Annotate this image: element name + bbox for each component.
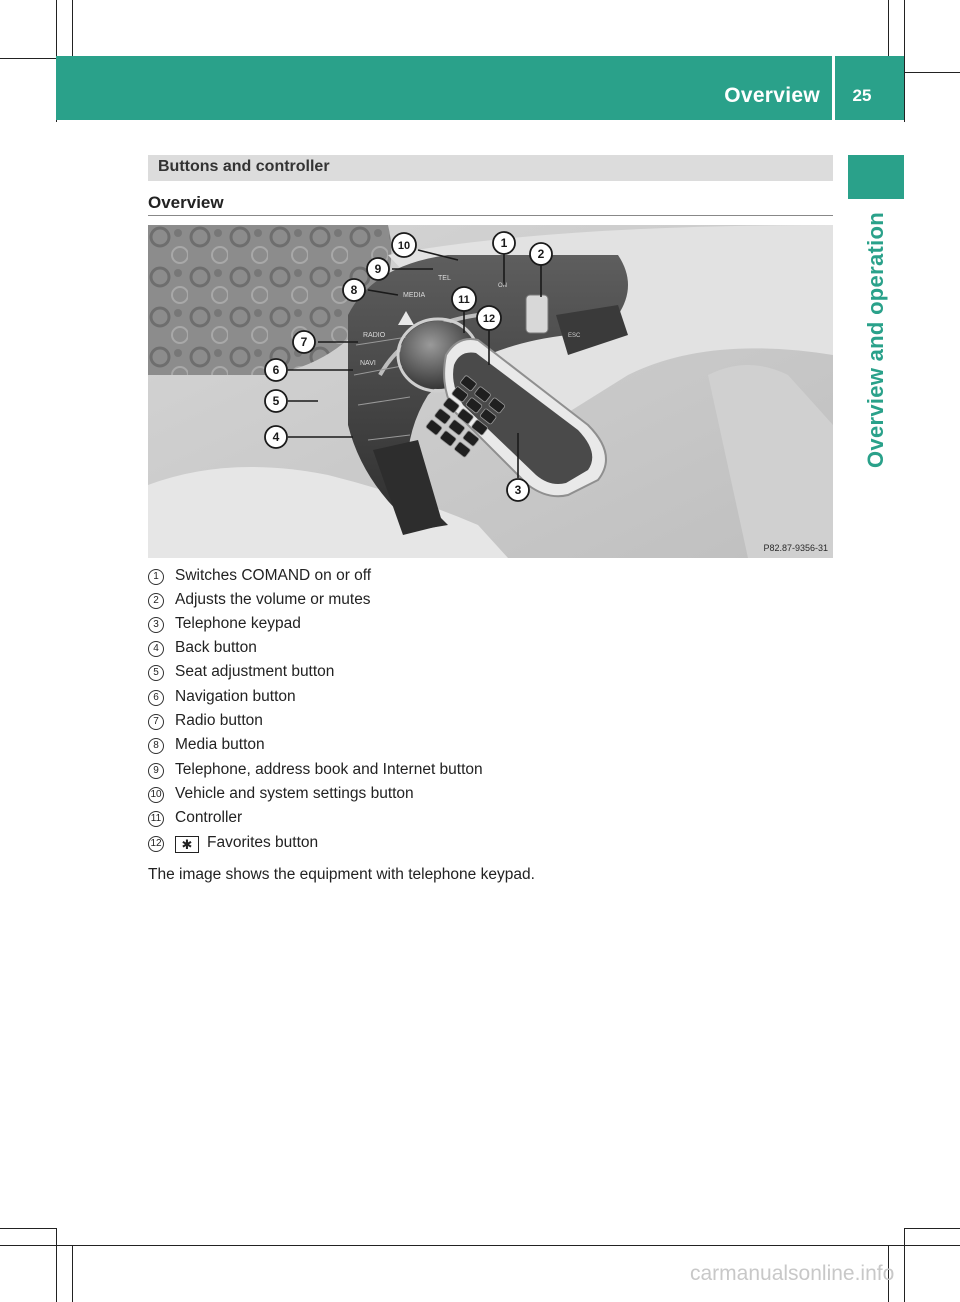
callout-12: 12 — [482, 313, 496, 325]
legend-number: 3 — [148, 617, 164, 633]
crop-mark — [0, 1228, 56, 1229]
legend-item — [148, 809, 242, 831]
side-tab-label: Overview and operation — [863, 211, 888, 469]
legend-text: Favorites button — [207, 834, 319, 851]
section-title: Buttons and controller — [158, 158, 330, 175]
legend-item — [148, 639, 257, 661]
callout-4: 4 — [272, 430, 280, 444]
legend-number: 1 — [148, 569, 164, 585]
legend-text: Telephone keypad — [175, 615, 301, 632]
panel-label-tel: TEL — [438, 275, 451, 282]
legend-number: 5 — [148, 665, 164, 681]
legend-text: Switches COMAND on or off — [175, 567, 372, 584]
callout-8: 8 — [350, 283, 358, 297]
watermark: carmanualsonline.info — [690, 1262, 895, 1285]
legend-number: 6 — [148, 690, 164, 706]
legend-text: Media button — [175, 736, 265, 753]
crop-mark — [888, 0, 889, 58]
figure-code: P82.87-9356-31 — [763, 543, 828, 553]
legend-item — [148, 591, 371, 613]
legend-text: Radio button — [175, 712, 263, 729]
crop-mark — [904, 0, 905, 122]
legend-item — [148, 615, 301, 637]
legend-item — [148, 761, 483, 783]
subsection-title: Overview — [148, 193, 224, 212]
panel-label-on: ON — [498, 283, 507, 289]
crop-mark — [904, 1228, 905, 1302]
crop-mark — [72, 0, 73, 58]
callout-2: 2 — [537, 247, 545, 261]
crop-mark — [0, 1245, 960, 1246]
legend-item — [148, 688, 296, 710]
panel-label-navi: NAVI — [360, 360, 376, 367]
legend-number: 11 — [148, 811, 164, 827]
figure-caption: The image shows the equipment with telephone keypad. — [148, 866, 535, 883]
legend-text: Vehicle and system settings button — [175, 785, 414, 802]
callout-3: 3 — [514, 483, 522, 497]
legend-number: 9 — [148, 763, 164, 779]
callout-6: 6 — [272, 363, 280, 377]
header-divider — [832, 56, 835, 120]
controller-illustration — [148, 225, 833, 558]
header-title: Overview — [724, 84, 820, 107]
legend-number: 4 — [148, 641, 164, 657]
callout-7: 7 — [300, 335, 308, 349]
callout-10: 10 — [397, 240, 411, 252]
panel-label-media: MEDIA — [403, 292, 426, 299]
side-tab-marker — [848, 155, 904, 199]
favorites-key-icon: ✱ — [175, 836, 199, 853]
crop-mark — [56, 1228, 57, 1302]
legend-item — [148, 663, 334, 685]
legend-item — [148, 712, 263, 734]
legend-number: 8 — [148, 738, 164, 754]
crop-mark — [72, 1245, 73, 1302]
page-number: 25 — [852, 86, 872, 105]
legend-text: Back button — [175, 639, 257, 656]
legend-number: 12 — [148, 836, 164, 852]
legend-item — [148, 834, 318, 856]
legend-item — [148, 785, 414, 807]
legend-number: 7 — [148, 714, 164, 730]
crop-mark — [904, 1228, 960, 1229]
legend-text: Navigation button — [175, 688, 296, 705]
controller-photo — [148, 225, 833, 558]
legend-text: Adjusts the volume or mutes — [175, 591, 371, 608]
callout-11: 11 — [458, 294, 470, 306]
legend-item — [148, 736, 265, 758]
callout-5: 5 — [272, 394, 280, 408]
panel-label-radio: RADIO — [363, 332, 386, 339]
crop-mark — [904, 72, 960, 73]
legend-text: Controller — [175, 809, 243, 826]
panel-label-esc: ESC — [568, 333, 581, 339]
legend-number: 10 — [148, 787, 164, 803]
legend-text: Telephone, address book and Internet button — [175, 761, 483, 778]
legend-item — [148, 567, 371, 589]
legend-number: 2 — [148, 593, 164, 609]
legend-text: Seat adjustment button — [175, 663, 335, 680]
callout-9: 9 — [374, 262, 382, 276]
heading-rule — [148, 215, 833, 216]
callout-1: 1 — [500, 236, 508, 250]
